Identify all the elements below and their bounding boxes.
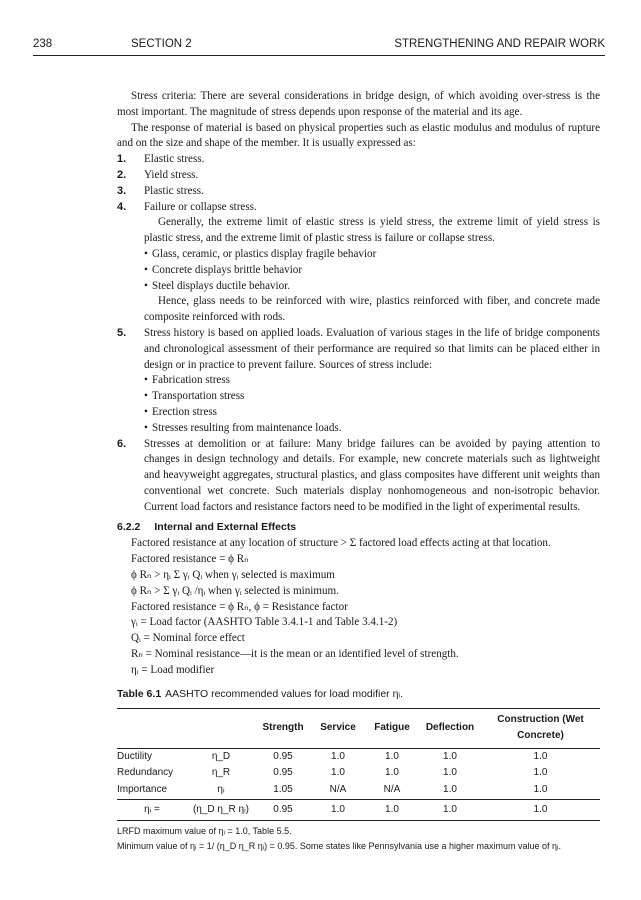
equation-line: Factored resistance = ϕ Rₙ bbox=[131, 553, 249, 566]
table-cell: Ductility bbox=[117, 750, 153, 762]
bullet-text: Steel displays ductile behavior. bbox=[152, 279, 291, 292]
running-title: STRENGTHENING AND REPAIR WORK bbox=[394, 38, 605, 50]
table-cell: η_D bbox=[211, 750, 231, 762]
bullet-text: Transportation stress bbox=[152, 390, 245, 403]
equation-line: Factored resistance = ϕ Rₙ, ϕ = Resistance factor bbox=[131, 600, 348, 613]
table-cell: 1.0 bbox=[533, 767, 548, 779]
page-header bbox=[33, 30, 605, 56]
header-rule bbox=[33, 55, 605, 56]
bullet-icon: • bbox=[144, 374, 148, 387]
bullet-icon: • bbox=[144, 263, 148, 276]
list-number: 4. bbox=[117, 200, 127, 213]
table-row bbox=[117, 782, 600, 799]
table-cell: 1.0 bbox=[443, 767, 457, 779]
list-text: Stresses at demolition or at failure: Many bridge failures can be avoided by paying attention to changes in design technology and details. For example, new concrete materials such as lightweight and heavyweight aggregates, structural plastics, and glass composites have different unit weights than conventional wet concrete. Such materials display nonhomogeneous and non-isotropic behavior. Current load factors and resistance factors need to be modified in the light of experimental results. bbox=[144, 437, 600, 513]
bullet-icon: • bbox=[144, 405, 148, 418]
table-total-row bbox=[117, 799, 600, 821]
table-cell: N/A bbox=[329, 784, 347, 796]
section-number: 6.2.2 bbox=[117, 520, 141, 533]
list-item-3 bbox=[117, 184, 600, 200]
bullet-item bbox=[117, 389, 600, 405]
bullet-icon: • bbox=[144, 390, 148, 403]
table-cell: 0.95 bbox=[255, 799, 311, 821]
bullet-icon: • bbox=[144, 247, 148, 260]
table-cell: 0.95 bbox=[273, 767, 293, 779]
equation-line: ηᵢ = Load modifier bbox=[131, 663, 215, 676]
table-cell: Importance bbox=[117, 784, 168, 796]
list-number: 3. bbox=[117, 184, 127, 197]
table-caption bbox=[117, 687, 600, 703]
bullet-item bbox=[117, 263, 600, 279]
table-cell: η_R bbox=[211, 767, 231, 779]
load-modifier-table bbox=[117, 708, 600, 821]
bullet-item bbox=[117, 247, 600, 263]
bullet-text: Erection stress bbox=[152, 405, 218, 418]
page-number: 238 bbox=[33, 38, 53, 50]
table-header-row bbox=[117, 709, 600, 749]
table-cell: Redundancy bbox=[117, 767, 174, 779]
list-item-6 bbox=[117, 437, 600, 516]
table-cell: 1.0 bbox=[533, 750, 548, 762]
table-caption-text: AASHTO recommended values for load modifier ηᵢ. bbox=[165, 688, 403, 701]
list-item-2 bbox=[117, 168, 600, 184]
table-header-cell bbox=[117, 709, 187, 749]
bullet-item bbox=[117, 405, 600, 421]
table-cell: N/A bbox=[383, 784, 401, 796]
table-cell: 1.0 bbox=[331, 767, 345, 779]
equation-line: Rₙ = Nominal resistance—it is the mean or an identified level of strength. bbox=[131, 647, 459, 660]
table-cell: 1.05 bbox=[273, 784, 293, 796]
list-text: Elastic stress. bbox=[144, 153, 205, 166]
section-label: SECTION 2 bbox=[131, 38, 192, 50]
page-body bbox=[117, 89, 600, 853]
list-number: 1. bbox=[117, 153, 127, 166]
table-cell: 0.95 bbox=[273, 750, 293, 762]
bullet-item bbox=[117, 279, 600, 295]
equation-line: Qᵢ = Nominal force effect bbox=[131, 632, 245, 645]
table-header-cell bbox=[187, 709, 255, 749]
bullet-text: Concrete displays brittle behavior bbox=[152, 263, 303, 276]
table-cell: 1.0 bbox=[385, 750, 399, 762]
list-item-5 bbox=[117, 326, 600, 373]
list-number: 5. bbox=[117, 326, 127, 339]
bullet-text: Glass, ceramic, or plastics display fragile behavior bbox=[152, 247, 377, 260]
intro-paragraph-1: Stress criteria: There are several considerations in bridge design, of which avoiding over-stress is the most important. The magnitude of stress depends upon response of the material and its age. bbox=[117, 90, 600, 118]
list-item-1 bbox=[117, 152, 600, 168]
table-cell: 1.0 bbox=[385, 767, 399, 779]
table-notes bbox=[117, 824, 600, 853]
table-header-cell: Fatigue bbox=[365, 709, 419, 749]
table-cell: 1.0 bbox=[331, 750, 345, 762]
equation-line: ϕ Rₙ > Σ γᵢ Qᵢ /ηᵢ when γᵢ selected is minimum. bbox=[131, 584, 339, 597]
list-text: Yield stress. bbox=[144, 168, 199, 181]
bullet-item bbox=[117, 421, 600, 437]
list-item-4 bbox=[117, 200, 600, 216]
section-paragraph: Factored resistance at any location of structure > Σ factored load effects acting at that location. bbox=[131, 537, 551, 550]
table-cell: 1.0 bbox=[533, 784, 548, 796]
bullet-icon: • bbox=[144, 279, 148, 292]
table-header-cell: Deflection bbox=[419, 709, 481, 749]
list-text: Stress history is based on applied loads. Evaluation of various stages in the life of bridge components and chronological assessment of their performance are required so that limits can be placed either in design or in practice to prevent failure. Sources of stress include: bbox=[144, 326, 600, 371]
table-header-cell: Construction (Wet Concrete) bbox=[481, 709, 600, 749]
table-note: Minimum value of ηᵢ = 1/ (η_D η_R ηᵢ) = 0.95. Some states like Pennsylvania use a higher maximum value of ηᵢ. bbox=[117, 840, 561, 851]
table-label: Table 6.1 bbox=[117, 688, 162, 701]
table-header-cell: Strength bbox=[255, 709, 311, 749]
intro-paragraph-2: The response of material is based on physical properties such as elastic modulus and modulus of rupture and on the size and shape of the member. It is usually expressed as: bbox=[117, 121, 600, 150]
table-row bbox=[117, 765, 600, 782]
table-row bbox=[117, 748, 600, 765]
table-cell: ηᵢ = bbox=[117, 799, 187, 821]
list-text: Plastic stress. bbox=[144, 184, 204, 197]
table-cell: 1.0 bbox=[419, 799, 481, 821]
table-cell: ηᵢ bbox=[217, 784, 225, 796]
table-cell: 1.0 bbox=[481, 799, 600, 821]
section-heading bbox=[117, 520, 600, 536]
bullet-text: Stresses resulting from maintenance loads. bbox=[152, 421, 342, 434]
bullet-icon: • bbox=[144, 421, 148, 434]
limits-paragraph: Generally, the extreme limit of elastic stress is yield stress, the extreme limit of yield stress is plastic stress, and the extreme limit of plastic stress is failure or collapse stress. bbox=[144, 216, 600, 245]
table-cell: 1.0 bbox=[365, 799, 419, 821]
bullet-item bbox=[117, 373, 600, 389]
list-number: 2. bbox=[117, 168, 127, 181]
list-text: Failure or collapse stress. bbox=[144, 200, 257, 213]
equation-line: ϕ Rₙ > ηᵢ Σ γᵢ Qᵢ when γᵢ selected is maximum bbox=[131, 568, 335, 581]
table-header-cell: Service bbox=[311, 709, 365, 749]
table-cell: 1.0 bbox=[443, 784, 457, 796]
equation-line: γᵢ = Load factor (AASHTO Table 3.4.1-1 and Table 3.4.1-2) bbox=[131, 616, 398, 629]
table-note: LRFD maximum value of ηᵢ = 1.0, Table 5.5. bbox=[117, 826, 292, 837]
bullet-text: Fabrication stress bbox=[152, 374, 230, 387]
table-cell: (η_D η_R ηᵢ) bbox=[187, 799, 255, 821]
list-number: 6. bbox=[117, 437, 127, 450]
table-cell: 1.0 bbox=[311, 799, 365, 821]
table-cell: 1.0 bbox=[443, 750, 457, 762]
reinforcement-paragraph: Hence, glass needs to be reinforced with wire, plastics reinforced with fiber, and concrete made composite reinforced with rods. bbox=[144, 295, 600, 324]
section-title: Internal and External Effects bbox=[154, 520, 297, 533]
